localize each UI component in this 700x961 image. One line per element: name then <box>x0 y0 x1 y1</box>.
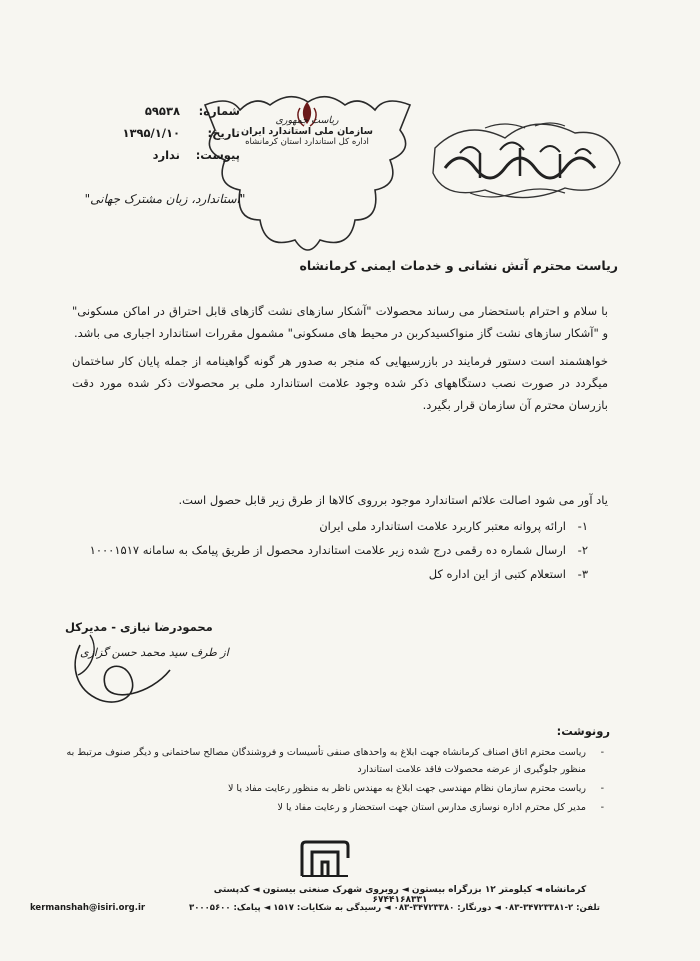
list-item-number: ۱- <box>577 519 588 533</box>
list-intro: یاد آور می شود اصالت علائم استاندارد موجود برروی کالاها از طرق زیر قابل حصول است. <box>178 493 608 507</box>
attachment-value: ندارد <box>152 148 180 162</box>
footer-phones: تلفن: ۲-۳۴۷۲۳۳۸۱-۰۸۳ ◄ دورنگار: ۳۴۷۲۳۳۸۰-۰۸۳ ◄ رسیدگی به شکایات: ۱۵۱۷ ◄ پیامک: ۳۰۰۰۵۶۰۰ <box>189 903 600 913</box>
isiri-logo <box>298 838 352 880</box>
cc-item: - مدیر کل محترم اداره نوسازی مدارس استان جهت استحضار و رعایت مفاد یا لا <box>66 799 586 816</box>
list-item-number: ۳- <box>577 567 588 581</box>
footer-email[interactable]: kermanshah@isiri.org.ir <box>30 903 146 913</box>
list-item <box>72 562 588 586</box>
verification-methods <box>72 488 608 586</box>
number-label: شماره: <box>198 104 240 118</box>
footer-contact <box>30 903 600 913</box>
footer-address: کرمانشاه ◄ کیلومتر ۱۲ بزرگراه بیستون ◄ روبروی شهرک صنعتی بیستون ◄ کدپستی ۶۷۴۴۱۶۸۳۳۱ <box>213 885 587 905</box>
list-item-number: ۲- <box>577 543 588 557</box>
economy-slogan-logo <box>425 108 625 208</box>
letter-meta <box>80 100 240 166</box>
cc-title: رونوشت: <box>556 724 610 738</box>
meta-attachment-row <box>80 144 240 166</box>
number-value: ۵۹۵۳۸ <box>144 104 180 118</box>
attachment-label: پیوست: <box>195 148 240 162</box>
date-value: ۱۳۹۵/۱/۱۰ <box>122 126 180 140</box>
emblem-line-office: اداره کل استاندارد استان کرمانشاه <box>245 137 369 147</box>
body-paragraph-1: با سلام و احترام باستحضار می رساند محصولات "آشکار سازهای نشت گازهای قابل احتراق در اماکن مسکونی" و "آشکار سازهای نشت گاز منواکسیدکربن در محیط های مسکونی" مشمول مقررات استاندارد اجباری می باشد. <box>72 304 608 340</box>
cc-item: - ریاست محترم سازمان نظام مهندسی جهت ابلاغ به مهندس ناظر به منظور رعایت مفاد یا لا <box>66 780 586 797</box>
standard-slogan: "استاندارد، زبان مشترک جهانی" <box>84 192 246 206</box>
meta-date-row <box>80 122 240 144</box>
meta-number-row <box>80 100 240 122</box>
emblem-line-organization: سازمان ملی استاندارد ایران <box>240 126 374 137</box>
signatory-name: محمودرضا نیازی - مدیرکل <box>65 620 213 634</box>
cc-list <box>66 744 606 818</box>
list-item-text: ارائه پروانه معتبر کاربرد علامت استاندارد ملی ایران <box>319 519 566 533</box>
body-paragraph-2: خواهشمند است دستور فرمایند در بازرسیهایی که منجر به صدور هر گونه گواهینامه از جمله پایان کار ساختمان میگردد در صورت نصب دستگاههای ذکر شده وجود علامت استاندارد ملی بر محصولات ذکر شده مورد دقت بازرسان محترم آن سازمان قرار بگیرد. <box>72 354 608 412</box>
recipient-heading: ریاست محترم آتش نشانی و خدمات ایمنی کرمانشاه <box>299 258 618 273</box>
date-label: تاریخ: <box>207 126 240 140</box>
signatory-proxy: از طرف سید محمد حسن گزازی <box>80 646 229 659</box>
emblem-line-presidency: ریاست جمهوری <box>275 115 339 126</box>
list-item <box>72 514 588 538</box>
cc-item: - ریاست محترم اتاق اصناف کرمانشاه جهت ابلاغ به واحدهای صنفی تأسیسات و فروشندگان مصالح ساختمانی و دیگر صنوف مرتبط به منظور جلوگیری از عرضه محصولات فاقد علامت استاندارد <box>66 744 586 778</box>
list-item-text: استعلام کتبی از این اداره کل <box>428 567 566 581</box>
list-item-text: ارسال شماره ده رقمی درج شده زیر علامت استاندارد محصول از طریق پیامک به سامانه ۱۰۰۰۱۵۱۷ <box>89 543 566 557</box>
emblem-caption <box>232 115 382 148</box>
letter-body <box>72 300 608 422</box>
methods-list <box>72 514 608 586</box>
list-item <box>72 538 588 562</box>
